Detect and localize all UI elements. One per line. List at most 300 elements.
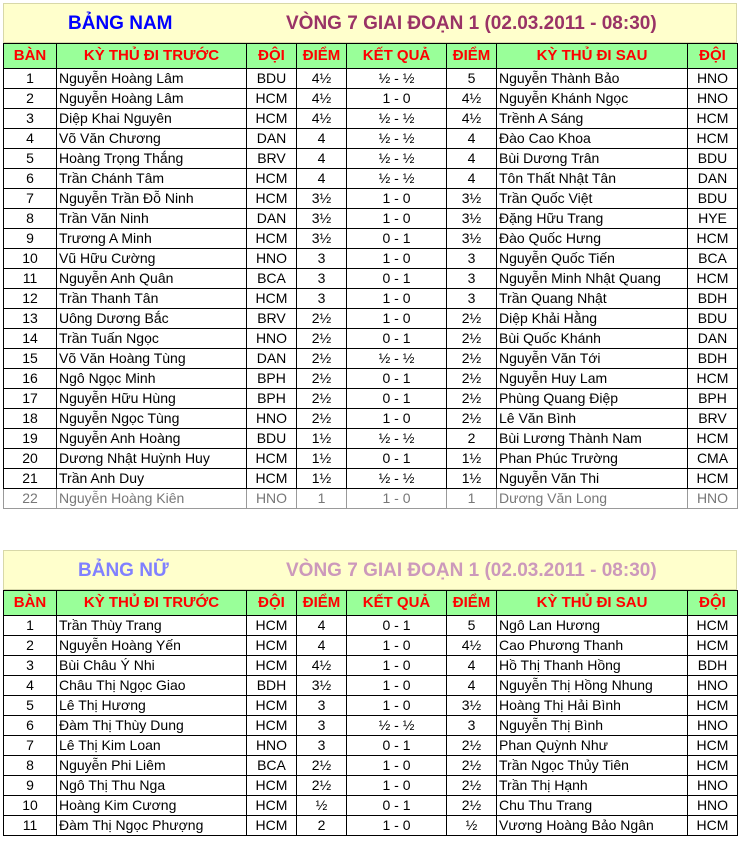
cell-first-team: BCA — [247, 269, 297, 289]
header-second-player: KỲ THỦ ĐI SAU — [497, 591, 688, 616]
table-row — [4, 109, 738, 129]
women-round: VÒNG 7 GIAI ĐOẠN 1 (02.03.2011 - 08:30) — [286, 560, 657, 581]
cell-second-score: 3½ — [447, 189, 497, 209]
cell-first-team: BCA — [247, 756, 297, 776]
cell-first-score: 2½ — [297, 409, 347, 429]
cell-first-score: 4 — [297, 149, 347, 169]
cell-board: 10 — [4, 796, 57, 816]
cell-first-team: HCM — [247, 289, 297, 309]
cell-board: 15 — [4, 349, 57, 369]
women-section — [3, 550, 737, 836]
table-row — [4, 229, 738, 249]
cell-first-team: HCM — [247, 636, 297, 656]
cell-result: 0 - 1 — [347, 229, 447, 249]
cell-board: 1 — [4, 69, 57, 89]
table-row — [4, 469, 738, 489]
cell-second-team: HCM — [688, 269, 738, 289]
cell-first-team: BDH — [247, 676, 297, 696]
cell-board: 8 — [4, 756, 57, 776]
cell-first-player: Võ Văn Chương — [57, 129, 247, 149]
table-row — [4, 69, 738, 89]
cell-result: 0 - 1 — [347, 269, 447, 289]
cell-result: ½ - ½ — [347, 129, 447, 149]
cell-first-player: Nguyễn Hoàng Lâm — [57, 89, 247, 109]
cell-second-score: 5 — [447, 616, 497, 636]
cell-result: 0 - 1 — [347, 449, 447, 469]
cell-first-team: HCM — [247, 469, 297, 489]
cell-second-score: 4½ — [447, 89, 497, 109]
cell-second-team: BDH — [688, 289, 738, 309]
cell-first-team: HCM — [247, 89, 297, 109]
header-second-player: KỲ THỦ ĐI SAU — [497, 44, 688, 69]
cell-second-team: HCM — [688, 129, 738, 149]
cell-first-player: Hoàng Kim Cương — [57, 796, 247, 816]
cell-first-player: Uông Dương Bắc — [57, 309, 247, 329]
cell-result: 1 - 0 — [347, 756, 447, 776]
cell-board: 2 — [4, 636, 57, 656]
table-row — [4, 796, 738, 816]
header-first-player: KỲ THỦ ĐI TRƯỚC — [57, 591, 247, 616]
table-row — [4, 409, 738, 429]
cell-board: 21 — [4, 469, 57, 489]
cell-board: 6 — [4, 716, 57, 736]
cell-first-score: 2½ — [297, 349, 347, 369]
cell-first-score: 2½ — [297, 369, 347, 389]
cell-board: 6 — [4, 169, 57, 189]
cell-second-player: Bùi Lương Thành Nam — [497, 429, 688, 449]
cell-board: 11 — [4, 269, 57, 289]
cell-result: 0 - 1 — [347, 369, 447, 389]
cell-result: 1 - 0 — [347, 776, 447, 796]
cell-first-score: 3 — [297, 696, 347, 716]
cell-first-score: 1 — [297, 489, 347, 509]
cell-first-team: HCM — [247, 696, 297, 716]
cell-result: ½ - ½ — [347, 109, 447, 129]
cell-first-player: Bùi Châu Ý Nhi — [57, 656, 247, 676]
cell-second-player: Đào Quốc Hưng — [497, 229, 688, 249]
cell-second-score: 3 — [447, 249, 497, 269]
cell-first-team: HNO — [247, 489, 297, 509]
cell-second-player: Diệp Khải Hằng — [497, 309, 688, 329]
table-row — [4, 329, 738, 349]
cell-first-team: HCM — [247, 656, 297, 676]
cell-second-team: BDH — [688, 349, 738, 369]
cell-first-score: 4 — [297, 169, 347, 189]
cell-second-player: Nguyễn Minh Nhật Quang — [497, 269, 688, 289]
cell-second-score: 2½ — [447, 736, 497, 756]
cell-first-score: 2½ — [297, 389, 347, 409]
cell-result: 1 - 0 — [347, 309, 447, 329]
cell-result: 1 - 0 — [347, 189, 447, 209]
header-first-team: ĐỘI — [247, 44, 297, 69]
cell-second-score: 3 — [447, 289, 497, 309]
cell-first-player: Trần Chánh Tâm — [57, 169, 247, 189]
cell-second-team: CMA — [688, 449, 738, 469]
header-first-player: KỲ THỦ ĐI TRƯỚC — [57, 44, 247, 69]
cell-first-team: BDU — [247, 429, 297, 449]
table-row — [4, 776, 738, 796]
cell-second-player: Nguyễn Thành Bảo — [497, 69, 688, 89]
cell-first-team: HCM — [247, 229, 297, 249]
cell-second-score: 4½ — [447, 636, 497, 656]
cell-first-player: Nguyễn Hoàng Kiên — [57, 489, 247, 509]
table-row — [4, 389, 738, 409]
cell-second-score: 1½ — [447, 449, 497, 469]
header-result: KẾT QUẢ — [347, 44, 447, 69]
cell-second-score: 2½ — [447, 329, 497, 349]
cell-result: 1 - 0 — [347, 656, 447, 676]
cell-result: ½ - ½ — [347, 69, 447, 89]
cell-second-score: 4 — [447, 129, 497, 149]
cell-first-score: 4 — [297, 636, 347, 656]
cell-second-team: HCM — [688, 229, 738, 249]
cell-first-player: Hoàng Trọng Thắng — [57, 149, 247, 169]
cell-first-score: 4 — [297, 129, 347, 149]
men-title: BẢNG NAM — [68, 13, 173, 34]
cell-first-score: 4½ — [297, 69, 347, 89]
cell-board: 3 — [4, 109, 57, 129]
cell-first-player: Châu Thị Ngọc Giao — [57, 676, 247, 696]
cell-result: 1 - 0 — [347, 209, 447, 229]
cell-first-player: Trần Anh Duy — [57, 469, 247, 489]
header-first-score: ĐIỂM — [297, 44, 347, 69]
cell-board: 12 — [4, 289, 57, 309]
cell-first-team: BDU — [247, 69, 297, 89]
cell-first-team: HNO — [247, 736, 297, 756]
cell-second-team: HNO — [688, 89, 738, 109]
cell-second-score: 2½ — [447, 309, 497, 329]
cell-first-score: 3½ — [297, 229, 347, 249]
cell-second-player: Đào Cao Khoa — [497, 129, 688, 149]
cell-board: 1 — [4, 616, 57, 636]
cell-first-team: BPH — [247, 369, 297, 389]
cell-first-score: 3 — [297, 736, 347, 756]
cell-second-score: 4½ — [447, 109, 497, 129]
cell-second-score: ½ — [447, 816, 497, 836]
cell-result: 1 - 0 — [347, 249, 447, 269]
cell-second-player: Lê Văn Bình — [497, 409, 688, 429]
header-second-score: ĐIỂM — [447, 44, 497, 69]
cell-second-team: HCM — [688, 469, 738, 489]
table-row — [4, 616, 738, 636]
cell-first-score: 4½ — [297, 656, 347, 676]
cell-first-team: HCM — [247, 189, 297, 209]
header-board: BÀN — [4, 44, 57, 69]
cell-first-player: Trần Tuấn Ngọc — [57, 329, 247, 349]
cell-board: 16 — [4, 369, 57, 389]
cell-first-score: 3 — [297, 249, 347, 269]
cell-first-player: Nguyễn Trần Đỗ Ninh — [57, 189, 247, 209]
cell-second-team: HCM — [688, 369, 738, 389]
cell-second-player: Nguyễn Thị Bình — [497, 716, 688, 736]
cell-first-player: Dương Nhật Huỳnh Huy — [57, 449, 247, 469]
cell-board: 8 — [4, 209, 57, 229]
cell-result: 0 - 1 — [347, 796, 447, 816]
cell-first-score: 3 — [297, 716, 347, 736]
cell-second-team: BDU — [688, 309, 738, 329]
table-row — [4, 736, 738, 756]
table-row — [4, 269, 738, 289]
cell-first-team: HCM — [247, 796, 297, 816]
women-title: BẢNG NỮ — [78, 560, 169, 581]
cell-second-score: 1½ — [447, 469, 497, 489]
cell-second-player: Phùng Quang Điệp — [497, 389, 688, 409]
table-row — [4, 289, 738, 309]
header-second-team: ĐỘI — [688, 44, 738, 69]
cell-board: 18 — [4, 409, 57, 429]
cell-board: 13 — [4, 309, 57, 329]
cell-second-player: Trần Thị Hạnh — [497, 776, 688, 796]
cell-first-player: Trần Thùy Trang — [57, 616, 247, 636]
cell-second-score: 4 — [447, 676, 497, 696]
men-round: VÒNG 7 GIAI ĐOẠN 1 (02.03.2011 - 08:30) — [286, 13, 657, 34]
cell-first-team: HCM — [247, 716, 297, 736]
cell-second-player: Trềnh A Sáng — [497, 109, 688, 129]
cell-second-score: 2½ — [447, 409, 497, 429]
cell-first-team: HCM — [247, 816, 297, 836]
header-second-score: ĐIỂM — [447, 591, 497, 616]
cell-first-score: 3 — [297, 289, 347, 309]
header-first-score: ĐIỂM — [297, 591, 347, 616]
cell-board: 11 — [4, 816, 57, 836]
cell-second-player: Cao Phương Thanh — [497, 636, 688, 656]
cell-first-score: 3½ — [297, 189, 347, 209]
cell-second-score: 3½ — [447, 229, 497, 249]
cell-second-player: Hồ Thị Thanh Hồng — [497, 656, 688, 676]
cell-board: 10 — [4, 249, 57, 269]
table-row — [4, 249, 738, 269]
cell-board: 9 — [4, 776, 57, 796]
cell-first-team: BRV — [247, 149, 297, 169]
cell-first-team: HNO — [247, 249, 297, 269]
cell-second-score: 3½ — [447, 209, 497, 229]
men-title-bar — [3, 3, 737, 43]
cell-second-player: Hoàng Thị Hải Bình — [497, 696, 688, 716]
cell-first-team: HNO — [247, 409, 297, 429]
cell-second-team: DAN — [688, 329, 738, 349]
cell-second-team: HCM — [688, 696, 738, 716]
cell-first-player: Nguyễn Anh Quân — [57, 269, 247, 289]
cell-first-score: 1½ — [297, 469, 347, 489]
cell-second-team: HYE — [688, 209, 738, 229]
cell-second-team: HNO — [688, 69, 738, 89]
cell-second-score: 3½ — [447, 696, 497, 716]
table-row — [4, 756, 738, 776]
cell-first-score: 3 — [297, 269, 347, 289]
cell-second-team: BDH — [688, 656, 738, 676]
cell-first-player: Ngô Thị Thu Nga — [57, 776, 247, 796]
table-row — [4, 349, 738, 369]
men-pairings-table — [3, 43, 738, 509]
table-row — [4, 209, 738, 229]
cell-first-score: 2½ — [297, 329, 347, 349]
cell-first-team: BPH — [247, 389, 297, 409]
header-second-team: ĐỘI — [688, 591, 738, 616]
cell-result: 1 - 0 — [347, 489, 447, 509]
table-row — [4, 676, 738, 696]
header-result: KẾT QUẢ — [347, 591, 447, 616]
cell-second-team: HCM — [688, 816, 738, 836]
cell-first-player: Lê Thị Hương — [57, 696, 247, 716]
table-row — [4, 369, 738, 389]
cell-board: 7 — [4, 189, 57, 209]
cell-second-score: 2½ — [447, 796, 497, 816]
women-pairings-table — [3, 590, 738, 836]
cell-first-player: Nguyễn Hoàng Yến — [57, 636, 247, 656]
cell-second-score: 4 — [447, 169, 497, 189]
table-row — [4, 309, 738, 329]
cell-second-team: HNO — [688, 716, 738, 736]
cell-first-score: 2½ — [297, 776, 347, 796]
table-row — [4, 149, 738, 169]
cell-second-team: HCM — [688, 636, 738, 656]
cell-second-score: 2½ — [447, 389, 497, 409]
cell-first-score: 2½ — [297, 309, 347, 329]
table-row — [4, 449, 738, 469]
table-row — [4, 816, 738, 836]
cell-result: ½ - ½ — [347, 149, 447, 169]
cell-first-team: DAN — [247, 209, 297, 229]
cell-first-team: HCM — [247, 616, 297, 636]
cell-second-player: Nguyễn Văn Thi — [497, 469, 688, 489]
cell-board: 7 — [4, 736, 57, 756]
cell-board: 20 — [4, 449, 57, 469]
cell-second-team: HNO — [688, 776, 738, 796]
cell-board: 9 — [4, 229, 57, 249]
cell-second-team: HNO — [688, 489, 738, 509]
cell-second-team: HCM — [688, 736, 738, 756]
cell-second-player: Phan Phúc Trường — [497, 449, 688, 469]
cell-second-score: 2½ — [447, 369, 497, 389]
cell-second-score: 1 — [447, 489, 497, 509]
cell-first-player: Nguyễn Phi Liêm — [57, 756, 247, 776]
cell-second-team: HCM — [688, 429, 738, 449]
cell-result: 1 - 0 — [347, 816, 447, 836]
cell-second-score: 3 — [447, 269, 497, 289]
cell-second-player: Đặng Hữu Trang — [497, 209, 688, 229]
cell-second-score: 2 — [447, 429, 497, 449]
cell-first-team: HCM — [247, 449, 297, 469]
cell-board: 14 — [4, 329, 57, 349]
cell-first-score: 4 — [297, 616, 347, 636]
cell-first-score: 2½ — [297, 756, 347, 776]
cell-second-team: HCM — [688, 109, 738, 129]
header-board: BÀN — [4, 591, 57, 616]
men-section — [3, 3, 737, 509]
cell-second-team: HCM — [688, 756, 738, 776]
cell-first-player: Nguyễn Ngọc Tùng — [57, 409, 247, 429]
cell-first-team: HCM — [247, 109, 297, 129]
cell-first-score: 3½ — [297, 676, 347, 696]
cell-second-player: Nguyễn Văn Tới — [497, 349, 688, 369]
cell-second-player: Dương Văn Long — [497, 489, 688, 509]
men-header-row — [4, 44, 738, 69]
cell-result: 0 - 1 — [347, 736, 447, 756]
cell-second-player: Ngô Lan Hương — [497, 616, 688, 636]
table-row — [4, 129, 738, 149]
table-row — [4, 489, 738, 509]
cell-first-score: 1½ — [297, 449, 347, 469]
cell-second-player: Tôn Thất Nhật Tân — [497, 169, 688, 189]
cell-first-score: 3½ — [297, 209, 347, 229]
cell-second-team: BDU — [688, 149, 738, 169]
cell-second-score: 4 — [447, 656, 497, 676]
cell-result: 1 - 0 — [347, 636, 447, 656]
cell-second-team: DAN — [688, 169, 738, 189]
cell-result: ½ - ½ — [347, 469, 447, 489]
cell-board: 17 — [4, 389, 57, 409]
cell-second-team: HNO — [688, 796, 738, 816]
cell-first-player: Võ Văn Hoàng Tùng — [57, 349, 247, 369]
cell-second-score: 4 — [447, 149, 497, 169]
cell-first-team: DAN — [247, 129, 297, 149]
cell-result: 0 - 1 — [347, 329, 447, 349]
cell-first-team: DAN — [247, 349, 297, 369]
cell-first-player: Trần Văn Ninh — [57, 209, 247, 229]
cell-second-player: Phan Quỳnh Như — [497, 736, 688, 756]
cell-result: 0 - 1 — [347, 616, 447, 636]
table-row — [4, 169, 738, 189]
cell-first-player: Diệp Khai Nguyên — [57, 109, 247, 129]
cell-first-player: Nguyễn Hữu Hùng — [57, 389, 247, 409]
cell-first-player: Trần Thanh Tân — [57, 289, 247, 309]
cell-first-player: Ngô Ngọc Minh — [57, 369, 247, 389]
cell-result: 1 - 0 — [347, 676, 447, 696]
cell-result: ½ - ½ — [347, 716, 447, 736]
cell-second-score: 2½ — [447, 756, 497, 776]
cell-second-player: Trần Quốc Việt — [497, 189, 688, 209]
cell-first-team: HNO — [247, 329, 297, 349]
cell-second-player: Chu Thu Trang — [497, 796, 688, 816]
cell-first-score: 4½ — [297, 109, 347, 129]
cell-first-score: 4½ — [297, 89, 347, 109]
cell-first-player: Nguyễn Anh Hoàng — [57, 429, 247, 449]
cell-board: 4 — [4, 129, 57, 149]
cell-second-player: Nguyễn Huy Lam — [497, 369, 688, 389]
cell-second-player: Bùi Quốc Khánh — [497, 329, 688, 349]
cell-result: ½ - ½ — [347, 169, 447, 189]
cell-board: 19 — [4, 429, 57, 449]
table-row — [4, 636, 738, 656]
cell-board: 5 — [4, 696, 57, 716]
cell-board: 3 — [4, 656, 57, 676]
table-row — [4, 189, 738, 209]
cell-board: 5 — [4, 149, 57, 169]
cell-first-player: Trương A Minh — [57, 229, 247, 249]
cell-second-team: HNO — [688, 676, 738, 696]
cell-second-score: 5 — [447, 69, 497, 89]
cell-first-player: Lê Thị Kim Loan — [57, 736, 247, 756]
cell-second-team: HCM — [688, 616, 738, 636]
cell-second-score: 2½ — [447, 776, 497, 796]
header-first-team: ĐỘI — [247, 591, 297, 616]
cell-first-score: ½ — [297, 796, 347, 816]
cell-first-team: HCM — [247, 776, 297, 796]
cell-result: 1 - 0 — [347, 409, 447, 429]
table-row — [4, 696, 738, 716]
table-row — [4, 656, 738, 676]
cell-second-team: BRV — [688, 409, 738, 429]
cell-second-player: Trần Quang Nhật — [497, 289, 688, 309]
cell-second-score: 2½ — [447, 349, 497, 369]
cell-first-player: Nguyễn Hoàng Lâm — [57, 69, 247, 89]
cell-result: 1 - 0 — [347, 696, 447, 716]
cell-second-team: BCA — [688, 249, 738, 269]
women-title-bar — [3, 550, 737, 590]
table-row — [4, 89, 738, 109]
cell-result: 1 - 0 — [347, 89, 447, 109]
cell-second-team: BPH — [688, 389, 738, 409]
